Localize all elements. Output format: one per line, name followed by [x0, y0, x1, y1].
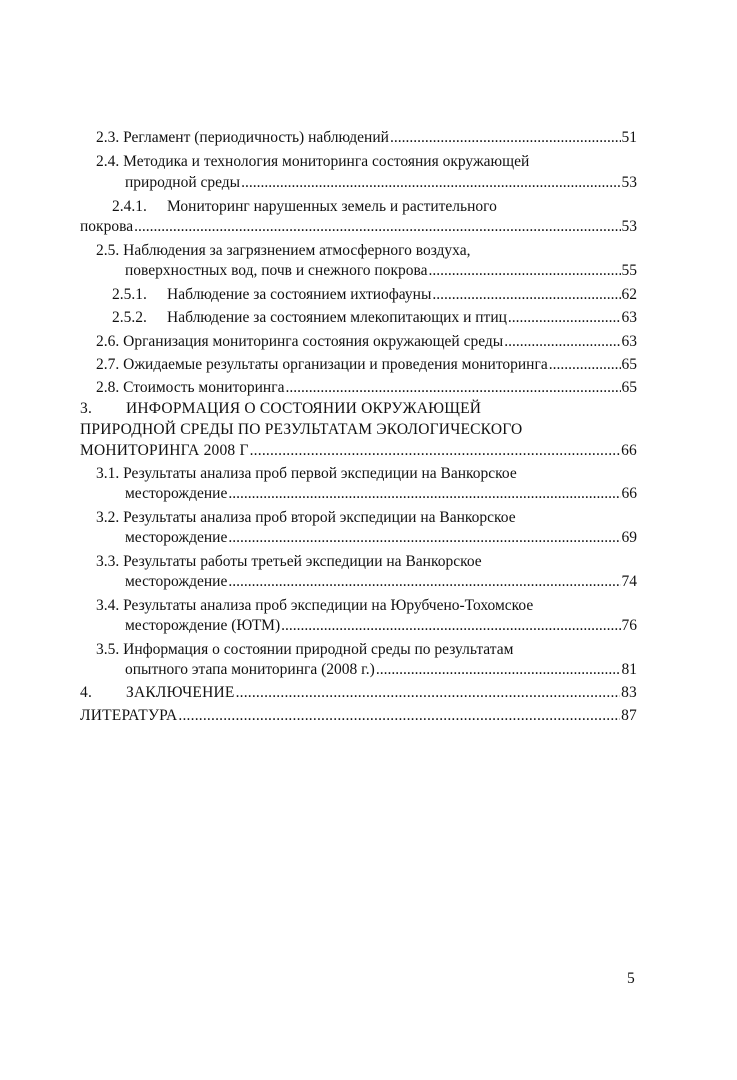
toc-entry-title: покрова: [80, 218, 134, 235]
toc-entry-title: месторождение: [125, 485, 228, 502]
toc-page-number: 53: [621, 174, 637, 191]
toc-entry-title: Наблюдение за состоянием ихтиофауны: [167, 286, 432, 303]
toc-entry-2-4-1[interactable]: [80, 217, 637, 237]
toc-entry-3-1-line1: 3.1. Результаты анализа проб первой экспедиции на Ванкорское: [96, 465, 517, 482]
toc-page-number: 53: [621, 218, 637, 235]
toc-leader-dots: [228, 572, 620, 592]
toc-leader-dots: [429, 261, 621, 281]
toc-entry-title: 2.8. Стоимость мониторинга: [96, 379, 285, 396]
toc-leader-dots: [432, 285, 620, 305]
toc-entry-title: МОНИТОРИНГА 2008 Г: [80, 442, 249, 459]
toc-leader-dots: [228, 528, 620, 548]
toc-page-number: 76: [621, 617, 637, 634]
toc-page-number: 65: [621, 356, 637, 373]
toc-leader-dots: [390, 128, 621, 148]
toc-page-number: 83: [621, 684, 637, 701]
toc-entry-title: природной среды: [125, 174, 241, 191]
toc-entry-number: 2.5.2.: [112, 309, 147, 326]
toc-entry-title: 2.6. Организация мониторинга состояния окружающей среды: [96, 333, 504, 350]
toc-entry-title: опытного этапа мониторинга (2008 г.): [125, 661, 375, 678]
toc-entry-3-2[interactable]: [125, 528, 637, 548]
toc-entry-3-3-line1: 3.3. Результаты работы третьей экспедиции на Ванкорское: [96, 553, 482, 570]
toc-entry-2-3[interactable]: [96, 128, 637, 148]
toc-page-number: 87: [621, 707, 637, 724]
toc-entry-3[interactable]: [80, 441, 637, 461]
toc-entry-3-1[interactable]: [125, 484, 637, 504]
toc-entry-title: ЛИТЕРАТУРА: [80, 707, 178, 724]
toc-leader-dots: [285, 378, 620, 398]
toc-leader-dots: [236, 683, 621, 703]
toc-leader-dots: [228, 484, 620, 504]
toc-leader-dots: [178, 706, 620, 726]
toc-entry-title: Мониторинг нарушенных земель и растительного: [167, 198, 497, 215]
toc-leader-dots: [508, 308, 621, 328]
toc-entry-2-5-1[interactable]: [112, 285, 637, 305]
toc-entry-title: Наблюдение за состоянием млекопитающих и птиц: [167, 309, 507, 326]
toc-leader-dots: [549, 355, 621, 375]
toc-entry-literature[interactable]: [80, 706, 637, 726]
toc-entry-2-5-line1: 2.5. Наблюдения за загрязнением атмосферного воздуха,: [96, 242, 471, 259]
toc-leader-dots: [281, 616, 620, 636]
toc-entry-title: поверхностных вод, почв и снежного покрова: [125, 262, 428, 279]
toc-entry-title: ЗАКЛЮЧЕНИЕ: [126, 684, 235, 701]
toc-leader-dots: [241, 173, 620, 193]
toc-entry-3-5[interactable]: [125, 660, 637, 680]
toc-entry-2-4[interactable]: [125, 173, 637, 193]
toc-entry-4[interactable]: [80, 683, 637, 703]
toc-page-number: 74: [621, 573, 637, 590]
toc-entry-3-2-line1: 3.2. Результаты анализа проб второй экспедиции на Ванкорское: [96, 509, 516, 526]
toc-page-number: 66: [621, 442, 637, 459]
toc-entry-3-5-line1: 3.5. Информация о состоянии природной среды по результатам: [96, 641, 514, 658]
toc-entry-2-4-line1: 2.4. Методика и технология мониторинга состояния окружающей: [96, 153, 530, 170]
toc-page-number: 66: [621, 485, 637, 502]
toc-entry-2-4-1-line1: [112, 197, 497, 217]
toc-entry-2-8[interactable]: [96, 378, 637, 398]
toc-entry-title: месторождение: [125, 529, 228, 546]
toc-leader-dots: [504, 332, 620, 352]
toc-page-number: 69: [621, 529, 637, 546]
toc-leader-dots: [250, 441, 620, 461]
toc-page-number: 62: [621, 286, 637, 303]
toc-entry-number: 2.4.1.: [112, 198, 147, 215]
toc-entry-title: 2.3. Регламент (периодичность) наблюдений: [96, 129, 389, 146]
toc-entry-title: месторождение: [125, 573, 228, 590]
toc-entry-number: 3.: [80, 400, 93, 417]
toc-page-number: 55: [621, 262, 637, 279]
toc-entry-2-5[interactable]: [125, 261, 637, 281]
toc-entry-3-4[interactable]: [125, 616, 637, 636]
toc-entry-3-line1: [80, 399, 481, 419]
toc-page-number: 63: [621, 333, 637, 350]
toc-entry-3-line2: ПРИРОДНОЙ СРЕДЫ ПО РЕЗУЛЬТАТАМ ЭКОЛОГИЧЕСКОГО: [80, 421, 523, 438]
toc-entry-2-5-2[interactable]: [112, 308, 637, 328]
toc-entry-3-4-line1: 3.4. Результаты анализа проб экспедиции на Юрубчено-Тохомское: [96, 597, 534, 614]
toc-page-number: 81: [621, 661, 637, 678]
toc-entry-number: 2.5.1.: [112, 286, 147, 303]
toc-page-number: 65: [621, 379, 637, 396]
toc-leader-dots: [134, 217, 620, 237]
toc-entry-title: месторождение (ЮТМ): [125, 617, 281, 634]
toc-entry-3-3[interactable]: [125, 572, 637, 592]
toc-entry-number: 4.: [80, 684, 93, 701]
toc-entry-2-6[interactable]: [96, 332, 637, 352]
toc-entry-title: 2.7. Ожидаемые результаты организации и проведения мониторинга: [96, 356, 548, 373]
toc-page-number: 63: [621, 309, 637, 326]
toc-entry-title: ИНФОРМАЦИЯ О СОСТОЯНИИ ОКРУЖАЮЩЕЙ: [126, 400, 482, 417]
page-number: 5: [627, 970, 635, 987]
toc-page-number: 51: [621, 129, 637, 146]
toc-leader-dots: [376, 660, 621, 680]
toc-entry-2-7[interactable]: [96, 355, 637, 375]
